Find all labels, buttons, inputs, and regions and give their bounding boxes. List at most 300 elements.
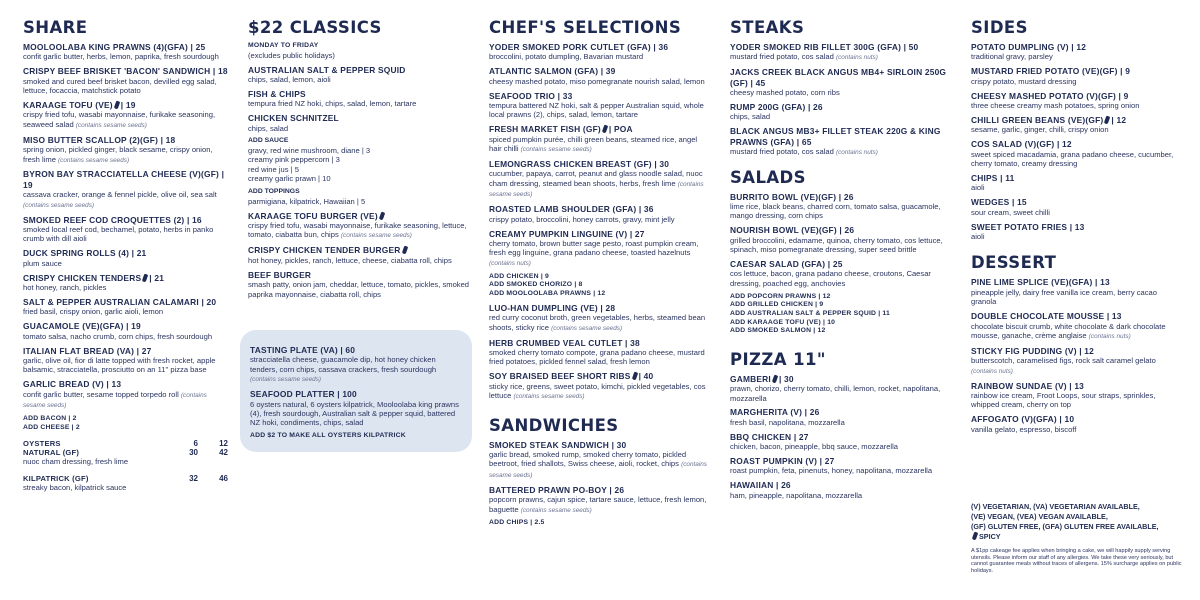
menu-item-desc-text: plum sauce [23,258,62,268]
menu-item-name [248,113,470,123]
chefs-title: CHEF'S SELECTIONS [489,18,682,37]
menu-item-title: BEEF BURGER [248,269,312,280]
oyster-kilpatrick-p6: 32 [189,474,198,484]
menu-item-name [489,66,711,76]
menu-item-name [23,215,228,225]
menu-item-desc-text: crispy fried tofu, wasabi mayonnaise, furikake seasoning, seaweed salad [23,110,216,129]
menu-item [971,346,1183,376]
menu-item-name [971,139,1183,149]
menu-item-desc [730,269,952,288]
menu-item [730,225,952,254]
menu-item-desc-text: mustard fried potato, cos salad [730,147,834,157]
menu-item-title: PINE LIME SPLICE (VE)(GFA) | 13 [971,277,1110,288]
chili-icon [1104,115,1110,124]
menu-item-desc [971,77,1183,86]
menu-item-desc-text: three cheese creamy mash potatoes, spring onion [971,101,1140,111]
dessert-items [971,277,1183,434]
menu-item-desc [971,208,1183,217]
menu-item-title: SEAFOOD PLATTER | 100 [250,389,357,400]
menu-item-name [730,42,952,52]
menu-item [971,222,1183,242]
menu-item-name [971,277,1183,287]
classics-items-2 [248,211,470,299]
add-toppings-line-0: parmigiana, kilpatrick, Hawaiian | 5 [248,196,366,206]
steaks-title: STEAKS [730,18,805,37]
menu-item-name [489,485,711,495]
sides-section [971,18,1183,439]
chili-icon [114,101,120,110]
menu-item-desc-text: fried basil, crispy onion, garlic aioli, lemon [23,307,164,317]
menu-item [248,211,470,241]
menu-item-desc-text: sticky rice, greens, sweet potato, kimchi, pickled vegetables, cos lettuce [489,381,706,401]
menu-item-title: SWEET POTATO FRIES | 13 [971,221,1085,232]
oysters-col-6: 6 [193,439,198,449]
share-items [23,42,228,411]
menu-item [23,321,228,341]
menu-item-desc [248,221,470,241]
menu-item-note: (contains sesame seeds) [250,376,322,384]
menu-item-desc [489,52,711,61]
side-items [971,42,1183,241]
menu-item-name [23,66,228,76]
menu-item [489,338,711,367]
menu-item [489,440,711,481]
add-sauce-line-2: red wine jus | 5 [248,164,299,174]
menu-item [971,139,1183,168]
menu-item-note: (contains sesame seeds) [520,146,592,154]
menu-item-title: DUCK SPRING ROLLS (4) | 21 [23,248,147,259]
menu-item-desc [730,466,952,475]
menu-item-price: | 21 [149,272,165,283]
menu-item-name [730,432,952,442]
menu-item-title: CRISPY BEEF BRISKET 'BACON' SANDWICH | 18 [23,66,228,77]
menu-item-name [730,67,952,88]
menu-item-desc-text: prawn, chorizo, cherry tomato, chilli, lemon, rocket, napolitana, mozzarella [730,384,941,403]
chili-icon [631,372,637,381]
menu-item-title: YODER SMOKED RIB FILLET 300G (GFA) | 50 [730,42,919,52]
salad-add-4: ADD SMOKED SALMON | 12 [730,327,826,335]
salads-title: SALADS [730,167,806,187]
menu-item-title: AUSTRALIAN SALT & PEPPER SQUID [248,64,406,75]
menu-item-note: (contains sesame seeds) [513,393,585,401]
menu-item-name [489,440,711,450]
menu-item [23,273,228,293]
legend-spicy: SPICY [979,532,1001,541]
platter-add: ADD $2 TO MAKE ALL OYSTERS KILPATRICK [250,432,406,440]
menu-item-name [489,204,711,214]
menu-item-desc-text: crispy potato, mustard dressing [971,76,1077,86]
menu-item-price: | 40 [638,371,654,382]
menu-item-desc [23,225,228,244]
menu-item [23,297,228,317]
menu-item [971,197,1183,217]
share-title: SHARE [23,18,88,37]
menu-item [730,42,952,63]
pizza-title: PIZZA 11" [730,349,826,369]
menu-item-title: POTATO DUMPLING (V) | 12 [971,42,1087,52]
legend-line-1: (V) VEGETARIAN, (VA) VEGETARIAN AVAILABLE, [971,502,1140,511]
menu-item-title: BATTERED PRAWN PO-BOY | 26 [489,484,625,495]
oysters-table [23,439,228,492]
menu-item [23,215,228,244]
menu-item-desc-text: red curry coconut broth, green vegetables, herbs, steamed bean shoots, sticky rice [489,313,706,332]
menu-item-name [730,259,952,269]
menu-item-desc [730,236,952,255]
menu-item-name [971,115,1183,125]
menu-item-title: JACKS CREEK BLACK ANGUS MB4+ SIRLOIN 250G (GF) | 45 [730,67,947,88]
salad-adds [730,293,952,336]
menu-item-desc-text: chips, salad [248,123,289,133]
menu-item-title: ROAST PUMPKIN (V) | 27 [730,456,835,467]
menu-item-name [730,480,952,490]
menu-item-note: (contains nuts) [835,54,878,62]
menu-item-title: COS SALAD (V)(GF) | 12 [971,139,1072,150]
menu-item [23,346,228,375]
menu-item-desc-text: cheesy mashed potato, miso pomegranate nourish salad, lemon [489,76,705,86]
menu-item [730,432,952,452]
salad-add-2: ADD AUSTRALIAN SALT & PEPPER SQUID | 11 [730,309,891,317]
menu-item-note: (contains sesame seeds) [489,461,707,479]
menu-item-name [489,91,711,101]
menu-item [23,100,228,130]
menu-item-name [730,192,952,202]
chili-icon [972,532,978,541]
menu-item-desc [23,259,228,268]
menu-item-desc [730,112,952,121]
menu-item-desc-text: sour cream, sweet chilli [971,207,1050,217]
menu-item-title: CHILLI GREEN BEANS (VE)(GF) [971,114,1104,125]
menu-item [971,42,1183,62]
menu-item-desc [489,313,711,333]
menu-item-desc [489,348,711,367]
menu-item [23,248,228,268]
legend-fine-print: A $1pp cakeage fee applies when bringing a cake, we will happily supply serving utensils. Please inform our staff of any allergies. We take these very seriously, but cannot guarantee meals without traces of allergens. 15% surcharge applies on public holidays. [971,548,1182,574]
menu-item-name [971,222,1183,232]
sides-title: SIDES [971,18,1028,37]
menu-item [730,480,952,500]
menu-item-desc-text: ham, pineapple, napolitana, mozzarella [730,490,863,500]
salad-add-3: ADD KARAAGE TOFU (VE) | 10 [730,318,836,326]
menu-item-note: (contains sesame seeds) [58,156,130,164]
oyster-natural-name: NATURAL (GF) [23,448,80,458]
classics-section [248,18,470,303]
pizza-items [730,374,952,500]
menu-item-title: STICKY FIG PUDDING (V) | 12 [971,345,1094,356]
menu-item [248,245,470,265]
classics-title: $22 CLASSICS [248,18,382,37]
menu-item-title: GUACAMOLE (VE)(GFA) | 19 [23,321,141,332]
menu-item-desc-text: confit garlic butter, sesame topped torpedo roll [23,389,179,399]
menu-item-desc-text: chicken, bacon, pineapple, bbq sauce, mozzarella [730,442,899,452]
menu-item-desc [971,101,1183,110]
menu-item-name [248,270,470,280]
menu-item-desc [971,183,1183,192]
menu-item-title: MUSTARD FRIED POTATO (VE)(GF) | 9 [971,66,1131,77]
menu-item-title: LEMONGRASS CHICKEN BREAST (GF) | 30 [489,159,670,170]
menu-item-title: CHICKEN SCHNITZEL [248,113,339,124]
menu-item-desc [23,356,228,375]
menu-item-title: KARAAGE TOFU (VE) [23,100,113,111]
menu-item-title: ATLANTIC SALMON (GFA) | 39 [489,66,616,77]
menu-item [489,124,711,154]
menu-item-desc [23,52,228,61]
menu-item-desc [730,147,952,157]
menu-item-name [23,169,228,190]
chili-icon [142,273,148,282]
menu-item-note: (contains sesame seeds) [340,232,412,240]
menu-item-name [23,273,228,283]
menu-item-desc [730,384,952,403]
menu-item-name [23,135,228,145]
menu-item-title: BLACK ANGUS MB3+ FILLET STEAK 220G & KING PRAWNS (GFA) | 65 [730,126,941,147]
menu-item-name [489,303,711,313]
menu-item-note: (contains nuts) [971,367,1013,375]
menu-item [730,126,952,157]
chefs-add-1: ADD SMOKED CHORIZO | 8 [489,281,583,289]
menu-item [248,65,470,85]
menu-item-name [971,197,1183,207]
menu-item-desc [23,145,228,165]
menu-item-desc [23,190,228,210]
menu-item-title: CRISPY CHICKEN TENDER BURGER [248,245,401,256]
menu-item-desc-text: crispy potato, broccolini, honey carrots, gravy, mint jelly [489,214,675,224]
menu-item-name [489,42,711,52]
menu-item-title: BYRON BAY STRACCIATELLA CHEESE (V)(GF) | 19 [23,169,225,190]
menu-item-note: (contains sesame seeds) [551,324,623,332]
menu-item-desc-text: chips, salad [730,112,771,122]
dietary-legend [971,502,1183,574]
menu-item-title: GARLIC BREAD (V) | 13 [23,379,122,390]
menu-item-desc [248,99,470,108]
menu-item [730,456,952,476]
menu-item-title: AFFOGATO (V)(GFA) | 10 [971,414,1075,425]
menu-item [489,371,711,401]
menu-item-title: HERB CRUMBED VEAL CUTLET | 38 [489,337,640,348]
menu-item-desc [971,288,1183,307]
menu-item-name [489,229,711,239]
menu-item-desc-text: smoked and cured beef brisket bacon, devilled egg salad, lettuce, focaccia, matchstick potato [23,76,217,96]
menu-item-title: FRESH MARKET FISH (GF) [489,124,601,135]
menu-item-desc-text: vanilla gelato, espresso, biscoff [971,424,1077,434]
menu-item-desc [971,150,1183,169]
menu-item-name [23,100,228,110]
menu-item-desc-text: hot honey, pickles, ranch, lettuce, cheese, ciabatta roll, chips [248,255,452,265]
menu-item-name [23,379,228,389]
menu-item-name [730,374,952,384]
oyster-natural-desc: nuoc cham dressing, fresh lime [23,457,129,467]
menu-item-title: SMOKED STEAK SANDWICH | 30 [489,439,627,450]
menu-item-price: | 12 [1111,114,1127,125]
menu-item [489,485,711,515]
menu-item [248,270,470,299]
steaks-section [730,18,952,505]
sandwiches-title: SANDWICHES [489,415,619,435]
menu-item-desc [248,256,470,265]
menu-item-name [730,126,952,147]
menu-item-desc [23,110,228,130]
menu-item-desc [250,400,462,428]
menu-item-title: RUMP 200G (GFA) | 26 [730,102,823,113]
menu-item-desc-text: broccolini, potato dumpling, Bavarian mustard [489,52,644,62]
menu-item [730,259,952,288]
menu-item-desc [971,52,1183,61]
menu-item-name [971,381,1183,391]
add-toppings-title: ADD TOPPINGS [248,188,300,196]
menu-item-desc-text: aioli [971,232,985,241]
menu-item-title: YODER SMOKED PORK CUTLET (GFA) | 36 [489,42,669,52]
salad-add-0: ADD POPCORN PRAWNS | 12 [730,292,831,300]
menu-item-name [971,91,1183,101]
chili-icon [401,246,407,255]
menu-item-name [971,66,1183,76]
classics-days: MONDAY TO FRIDAY [248,42,319,49]
menu-item-title: MISO BUTTER SCALLOP (2)(GF) | 18 [23,134,176,145]
menu-item-desc-text: tempura battered NZ hoki, salt & pepper Australian squid, whole local prawns (2), chips, salad, lemon, tartare [489,101,704,120]
menu-item-desc [489,382,711,402]
menu-item-desc [23,307,228,316]
menu-item-name [730,102,952,112]
menu-item-desc-text: spiced pumpkin purée, chilli green beans, steamed rice, angel hair chilli [489,134,698,154]
menu-item-title: SALT & PEPPER AUSTRALIAN CALAMARI | 20 [23,296,217,307]
menu-item-title: FISH & CHIPS [248,88,306,99]
menu-item-title: ITALIAN FLAT BREAD (VA) | 27 [23,345,152,356]
menu-item-title: SOY BRAISED BEEF SHORT RIBS [489,371,631,382]
menu-item-name [971,173,1183,183]
chefs-section [489,18,711,528]
menu-item-desc-text: sweet spiced macadamia, grana padano cheese, cucumber, cherry tomato, creamy dressing [971,149,1174,169]
menu-item-desc [489,101,711,120]
menu-item [489,229,711,269]
add-toppings-block [248,188,470,206]
dessert-title: DESSERT [971,253,1057,273]
oyster-kilpatrick-desc: streaky bacon, kilpatrick sauce [23,483,127,493]
menu-item-desc-text: garlic, olive oil, fior di latte topped with fresh rocket, apple balsamic, stracciatella, prosciutto on an 11" pizza base [23,355,216,375]
chefs-add-2: ADD MOOLOOLABA PRAWNS | 12 [489,289,606,297]
menu-item-name [248,65,470,75]
chili-icon [379,211,385,220]
menu-item-name [971,414,1183,424]
menu-item-desc-text: pineapple jelly, dairy free vanilla ice cream, berry cacao granola [971,287,1157,307]
menu-item-price: | 19 [120,100,136,111]
menu-item-desc [489,135,711,155]
menu-item-name [730,456,952,466]
platter-items [250,345,462,428]
menu-item [489,204,711,224]
menu-item-desc [489,77,711,86]
menu-item-title: LUO-HAN DUMPLING (VE) | 28 [489,302,616,313]
sandwich-add: ADD CHIPS | 2.5 [489,519,545,527]
oysters-title: OYSTERS [23,439,61,449]
salad-add-1: ADD GRILLED CHICKEN | 9 [730,301,824,309]
menu-item-title: CAESAR SALAD (GFA) | 25 [730,259,843,269]
menu-item-note: (contains nuts) [1088,332,1131,340]
chili-icon [772,374,778,383]
menu-item-note: (contains sesame seeds) [520,506,592,514]
menu-item-desc-text: chocolate biscuit crumb, white chocolate & dark chocolate mousse, ganache, crème anglaise [971,321,1166,340]
menu-item [489,91,711,120]
menu-item [23,66,228,95]
menu-item-title: KARAAGE TOFU BURGER (VE) [248,210,378,221]
menu-item-name [23,248,228,258]
menu-item-note: (contains sesame seeds) [23,201,95,209]
menu-item-title: MOOLOOLABA KING PRAWNS (4)(GFA) | 25 [23,42,206,52]
menu-item [250,345,462,385]
share-add-1: ADD CHEESE | 2 [23,423,80,431]
oyster-kilpatrick-name: KILPATRICK (GF) [23,474,89,484]
share-section [23,18,228,492]
menu-item-desc [489,239,711,268]
menu-item-desc-text: rainbow ice cream, Froot Loops, sour straps, sprinkles, whipped cream, cherry on top [971,390,1156,410]
menu-item-title: SMOKED REEF COD CROQUETTES (2) | 16 [23,214,202,225]
oyster-natural-p6: 30 [189,448,198,458]
menu-item-desc [489,215,711,224]
menu-item-name [23,321,228,331]
menu-item-name [489,159,711,169]
menu-item [23,169,228,210]
menu-item-name [730,407,952,417]
salad-items [730,192,952,289]
menu-item-desc-text: cassava cracker, orange & fennel pickle, olive oil, sea salt [23,190,217,200]
menu-item [730,407,952,427]
menu-item-desc [250,355,462,384]
menu-item [489,159,711,200]
chefs-items-2 [489,303,711,402]
oyster-natural-p12: 42 [219,448,228,458]
add-sauce-line-1: creamy pink peppercorn | 3 [248,155,340,165]
menu-item [489,66,711,86]
menu-item-name [730,225,952,235]
menu-item-desc-text: grilled broccolini, edamame, quinoa, cherry tomato, cos lettuce, spinach, miso pomegranate dressing, super seed brittle [730,235,943,255]
menu-item-desc [23,390,228,411]
menu-item [489,303,711,333]
menu-item-desc [730,442,952,451]
menu-item-desc [730,202,952,221]
menu-item-name [971,311,1183,321]
add-sauce-line-0: gravy, red wine mushroom, diane | 3 [248,146,371,156]
menu-item-price: | POA [608,124,633,135]
chefs-add-0: ADD CHICKEN | 9 [489,272,550,280]
menu-item-desc-text: cherry tomato, brown butter sage pesto, roast pumpkin cream, fresh egg linguine, grana padano cheese, toasted hazelnuts [489,238,699,258]
menu-item [730,67,952,97]
menu-item-desc-text: cos lettuce, bacon, grana padano cheese, croutons, Caesar dressing, poached egg, anchovies [730,269,931,288]
menu-item-desc-text: smoked local reef cod, bechamel, potato, herbs in panko crumb with dill aioli [23,225,214,244]
menu-item-desc [23,283,228,292]
menu-item-desc-text: smoked cherry tomato compote, grana padano cheese, mustard fried potatoes, pickled fennel salad, fresh lemon [489,348,705,367]
menu-item-name [250,389,462,399]
menu-item-note: (contains sesame seeds) [75,121,147,129]
menu-item [971,277,1183,306]
menu-item-title: DOUBLE CHOCOLATE MOUSSE | 13 [971,311,1122,322]
menu-item [23,42,228,62]
menu-item [971,311,1183,341]
menu-item-desc-text: tomato salsa, nacho crumb, corn chips, fresh sourdough [23,331,213,341]
menu-item-desc-text: crispy fried tofu, wasabi mayonnaise, furikake seasoning, lettuce, tomato, ciabatta bun, chips [248,221,467,240]
menu-item-title: RAINBOW SUNDAE (V) | 13 [971,380,1085,391]
menu-item-note: (contains sesame seeds) [489,180,704,199]
menu-item [971,66,1183,86]
menu-item-name [489,338,711,348]
menu-item [23,379,228,410]
menu-item-title: CREAMY PUMPKIN LINGUINE (V) | 27 [489,228,645,239]
menu-item-desc [971,391,1183,410]
menu-item-desc-text: confit garlic butter, herbs, lemon, paprika, fresh sourdough [23,52,219,62]
menu-item [248,89,470,109]
menu-item-note: (contains sesame seeds) [23,391,207,410]
chefs-adds [489,273,711,299]
menu-item [23,135,228,165]
menu-item-desc-text: stracciatella cheese, guacamole dip, hot honey chicken tenders, corn chips, cassava crackers, fresh sourdough [250,355,437,374]
menu-item-desc [971,322,1183,342]
